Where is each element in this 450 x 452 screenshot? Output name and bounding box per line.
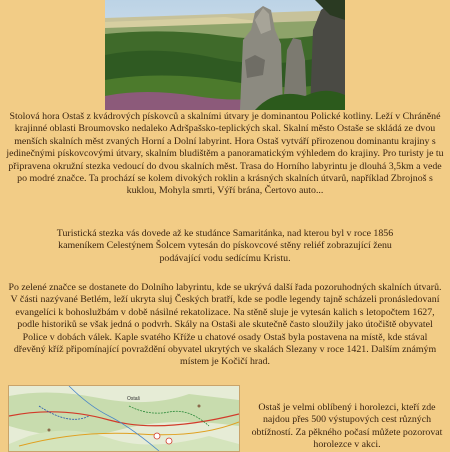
hero-photo-rock-formations	[105, 0, 345, 110]
map-illustration	[9, 386, 239, 451]
map-place-label: Ostaš	[127, 396, 141, 402]
article-paragraph-climbers: Ostaš je velmi oblíbený i horolezci, kteří zde najdou přes 500 výstupových cest různých obtížností. Za pěkného počasí můžete pozorovat horolezce v akci.	[251, 402, 443, 451]
landscape-illustration	[105, 0, 345, 110]
area-map[interactable]	[8, 385, 240, 452]
article-paragraph-dolni-labyrint: Po zelené značce se dostanete do Dolního labyrintu, kde se ukrývá další řada pozoruhodných skalních útvarů. V části nazývané Betlém, leží ukryta sluj Českých bratří, kde se podle legendy tajně scházeli pronásledovaní evangelíci k bohoslužbám v době násilné rekatolizace. Na stěně sluje je vytesán kalich s letopočtem 1627, podle historiků se však jedná o podvrh. Skály na Ostaši ale skutečně často sloužily jako útočiště obyvatel Police v dobách válek. Kaple svatého Kříže u chatové osady Ostaš byla postavena na místě, kde stával dřevěný kříž připomínající povraždění obyvatel ukrytých ve skalách Slezany v roce 1421. Dalším známým místem je Kočičí hrad.	[8, 282, 442, 368]
article-paragraph-samaritanka: Turistická stezka vás dovede až ke studánce Samaritánka, nad kterou byl v roce 1856 kameníkem Celestýnem Šolcem vytesán do pískovcové stěny reliéf zobrazující ženu podávající vodu sedícímu Kristu.	[56, 228, 394, 264]
article-paragraph-intro: Stolová hora Ostaš z kvádrových pískovců a skalními útvary je dominantou Polické kotliny. Leží v Chráněné krajinné oblasti Broumovsko nedaleko Adršpašsko-teplických skal. Skalní město Ostaše se skládá ze dvou menších skalních měst zvaných Horní a Dolní labyrint. Hora Ostaš vytváří přirozenou dominantu krajiny s jedinečnými pískovcovými útvary, skalním bludištěm a panoramatickým výhledem do krajiny. Pro turisty je tu připravena okružní stezka vedoucí do dvou skalních měst. Trasa do Horního labyrintu je dlouhá 3,5km a vede po modré značce. Ta prochází se kolem divokých roklin a krásných skalních útvarů, například Zbrojnoš s kuklou, Mohyla smrti, Výří brána, Čertovo auto...	[6, 111, 444, 197]
